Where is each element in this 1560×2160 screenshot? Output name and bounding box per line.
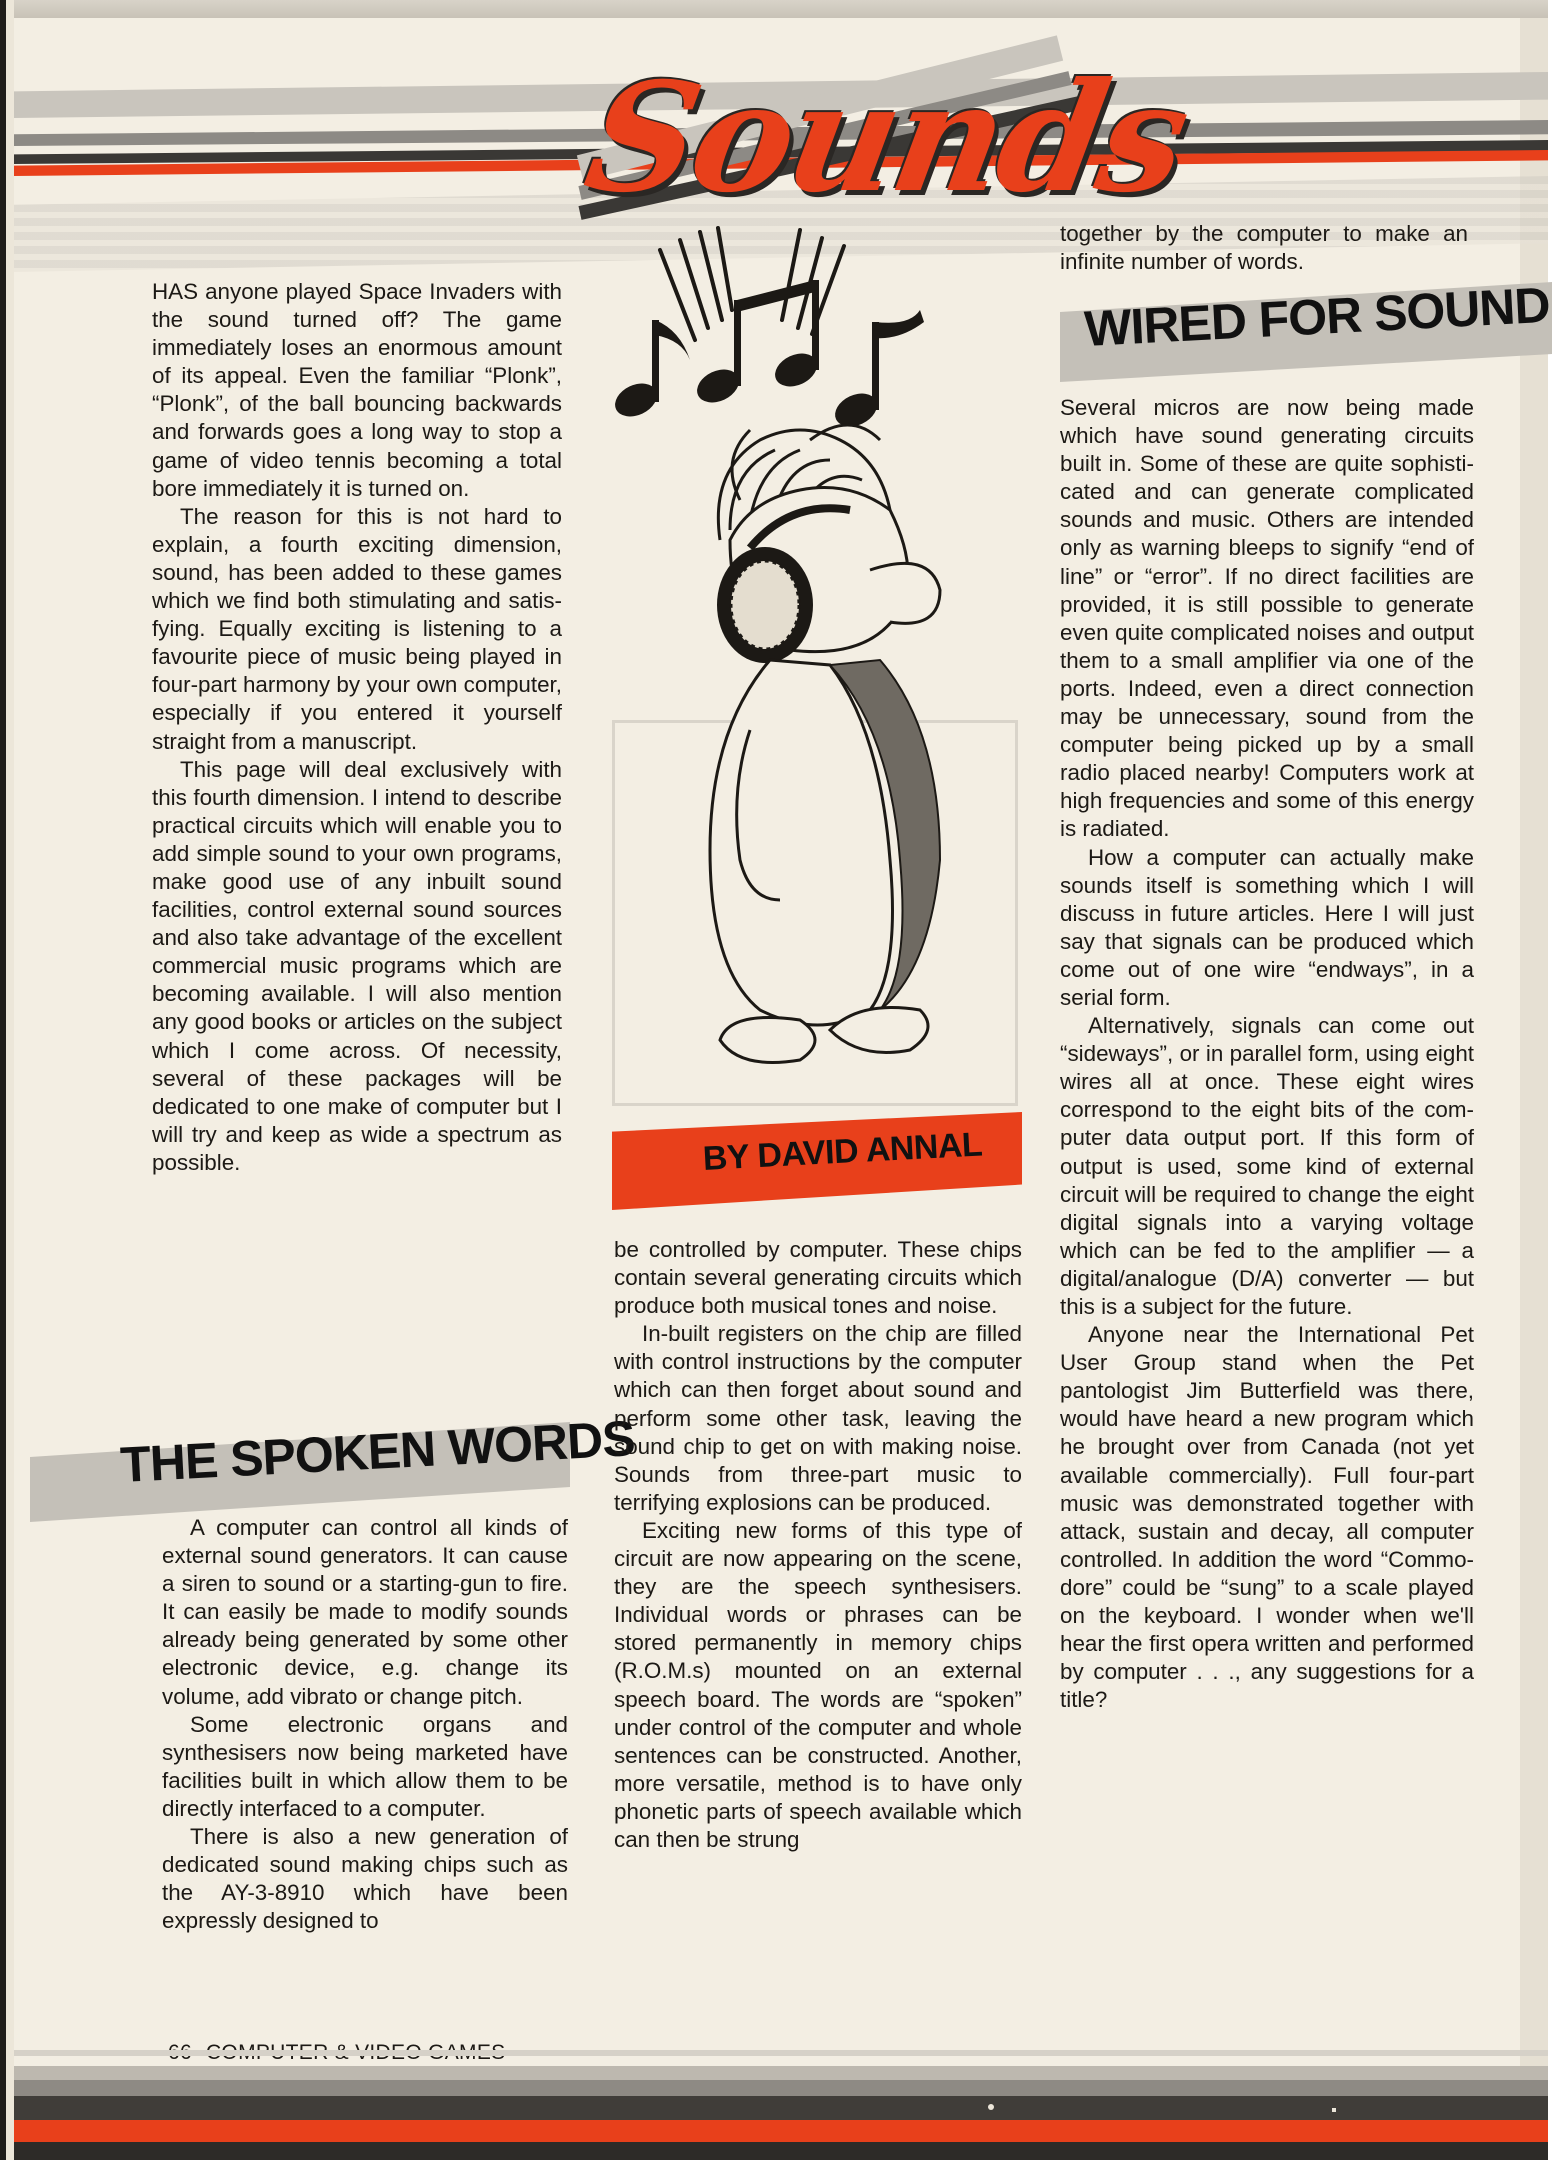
footer-stripe-red xyxy=(14,2120,1548,2142)
byline: BY DAVID ANNAL xyxy=(701,1125,984,1179)
header-top-band xyxy=(14,0,1548,18)
heading-wired-for-sound: WIRED FOR SOUND xyxy=(1083,276,1551,358)
footer-dot xyxy=(988,2104,994,2110)
heading-spoken-words: THE SPOKEN WORDS xyxy=(119,1410,636,1494)
paragraph: Several micros are now being made which have sound generating circuits built in. Some of these are quite sophisticated and can generate complicated sounds and music. Others are intended only as warning bleeps to signify “end of line” or “error”. If no direct facilities are provided, it is still possible to generate even quite complicated noises and output them to a small amplifier via one of the ports. Indeed, even a direct connection may be unnecessary, sound from the computer being picked up by a small radio placed nearby! Computers work at high frequencies and some of this energy is radiated. xyxy=(1060,395,1474,842)
masthead-title: Sounds xyxy=(574,50,1198,226)
headphones-character-illustration xyxy=(600,210,1040,1110)
paragraph: There is also a new generation of dedicated sound making chips such as the AY-3-8910 which have been expressly designed to xyxy=(162,1824,568,1934)
music-notes-icon xyxy=(610,280,924,433)
character-foot xyxy=(720,1018,815,1063)
column-3-top xyxy=(1060,220,1468,276)
paragraph: together by the computer to make an infinite number of words. xyxy=(1060,221,1468,275)
paragraph: Some electronic organs and synthesisers now being marketed have facilities built in which allow them to be directly interfaced to a computer. xyxy=(162,1711,568,1821)
footer-stripe xyxy=(14,2050,1548,2056)
column-3 xyxy=(1060,394,1474,1714)
column-1 xyxy=(152,278,562,1177)
paragraph: The reason for this is not hard to explain, a fourth exciting dimension, sound, has been added to these games which we find both stimulating and satisfying. Equally exciting is listening to a favourite piece of music being played in four-part harmony by your own computer, especially if you entered it yourself straight from a manuscript. xyxy=(152,503,562,754)
column-1-lower xyxy=(162,1514,568,1935)
footer-stripe xyxy=(14,2096,1548,2120)
paragraph: In-built registers on the chip are filled with control instructions by the computer which can then forget about sound and perform some other task, leaving the sound chip to get on with making noise. Sounds from three-part music to terrifying explosions can be produced. xyxy=(614,1321,1022,1515)
paragraph: be controlled by computer. These chips contain several generating circuits which produce both musical tones and noise. xyxy=(614,1237,1022,1319)
footer-stripe xyxy=(14,2080,1548,2096)
paragraph: HAS anyone played Space Invaders with the sound turned off? The game immediately loses an enormous amount of its appeal. Even the familiar “Plonk”, “Plonk”, of the ball bouncing backwards and forwards goes a long way to stop a game of video tennis becoming a total bore immediately it is turned on. xyxy=(152,279,562,501)
paragraph: Alternatively, signals can come out “sideways”, or in parallel form, using eight wires all at once. These eight wires correspond to the eight bits of the computer data output port. If this form of output is used, some kind of external circuit will be required to change the eight digital signals into a varying voltage which can be fed to the amplifier — a digital/analogue (D/A) converter — but this is a subject for the future. xyxy=(1060,1013,1474,1319)
paragraph: Exciting new forms of this type of circuit are now appearing on the scene, they are the speech synthesisers. Individual words or phrases can be stored permanently in memory chips (R.O.M.s) mounted on an external speech board. The words are “spoken” under control of the computer and whole sentences can be constructed. Another, more versatile, method is to have only phonetic parts of speech available which can then be strung xyxy=(614,1517,1022,1852)
paragraph: This page will deal exclusively with this fourth dimension. I intend to describe practical circuits which will enable you to add simple sound to your own programs, make good use of any inbuilt sound facilities, control external sound sources and also take advantage of the excellent commercial music programs which are becoming available. I will also mention any good books or articles on the subject which I come across. Of necessity, several of these packages will be dedicated to one make of computer but I will try and keep as wide a spectrum as possible. xyxy=(152,756,562,1175)
footer-stripe xyxy=(14,2066,1548,2080)
footer-mark xyxy=(1332,2108,1336,2112)
paragraph: A computer can control all kinds of external sound generators. It can cause a siren to sound or a starting-gun to fire. It can easily be made to modify sounds already being generated by some other electronic device, e.g. change its volume, add vibrato or change pitch. xyxy=(162,1515,568,1709)
column-2 xyxy=(614,1236,1022,1854)
paragraph: How a computer can actually make sounds itself is something which I will discuss in future articles. Here I will just say that signals can be produced which come out of one wire “endways”, in a serial form. xyxy=(1060,844,1474,1010)
footer-stripe xyxy=(14,2142,1548,2160)
paragraph: Anyone near the International Pet User Group stand when the Pet pantologist Jim Butterfield was there, would have heard a new program which he brought over from Canada (not yet available commercially). Full four-part music was demonstrated together with attack, sustain and decay, all computer controlled. In addition the word “Commodore” could be “sung” to a scale played on the keyboard. I wonder when we'll hear the first opera written and performed by computer . . ., any suggestions for a title? xyxy=(1060,1322,1474,1713)
